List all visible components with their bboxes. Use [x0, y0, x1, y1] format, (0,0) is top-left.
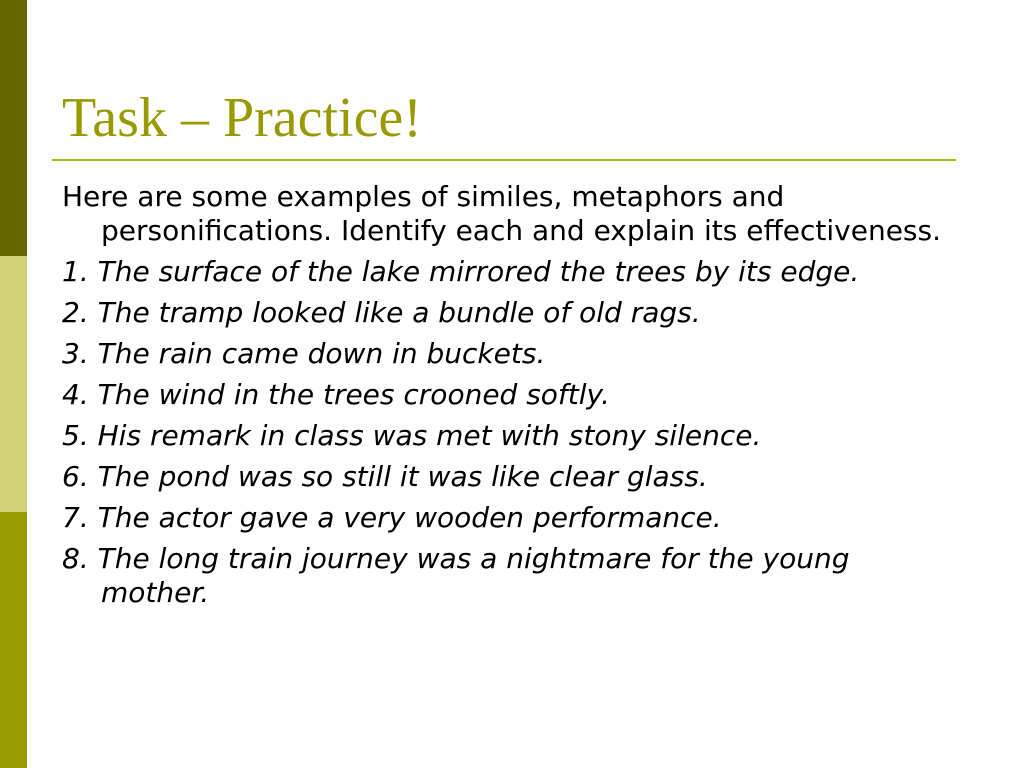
- intro-text: Here are some examples of similes, metaphors and personifications. Identify each and explain its effectiveness.: [62, 180, 941, 247]
- slide-body: [62, 180, 962, 617]
- sidebar-stripe-middle: [0, 256, 27, 512]
- example-item-8: 8. The long train journey was a nightmare for the young mother.: [62, 542, 850, 609]
- sidebar-stripe-bottom: [0, 512, 27, 768]
- example-item-3: 3. The rain came down in buckets.: [62, 337, 546, 370]
- example-item-1: 1. The surface of the lake mirrored the trees by its edge.: [62, 255, 860, 288]
- example-item-2: 2. The tramp looked like a bundle of old rags.: [62, 296, 701, 329]
- example-item-4: 4. The wind in the trees crooned softly.: [62, 378, 610, 411]
- slide-title: Task – Practice!: [62, 87, 422, 149]
- example-item-5: 5. His remark in class was met with stony silence.: [62, 419, 762, 452]
- title-divider: [52, 159, 956, 161]
- example-item-7: 7. The actor gave a very wooden performance.: [62, 501, 722, 534]
- sidebar-stripe-top: [0, 0, 27, 256]
- example-item-6: 6. The pond was so still it was like clear glass.: [62, 460, 708, 493]
